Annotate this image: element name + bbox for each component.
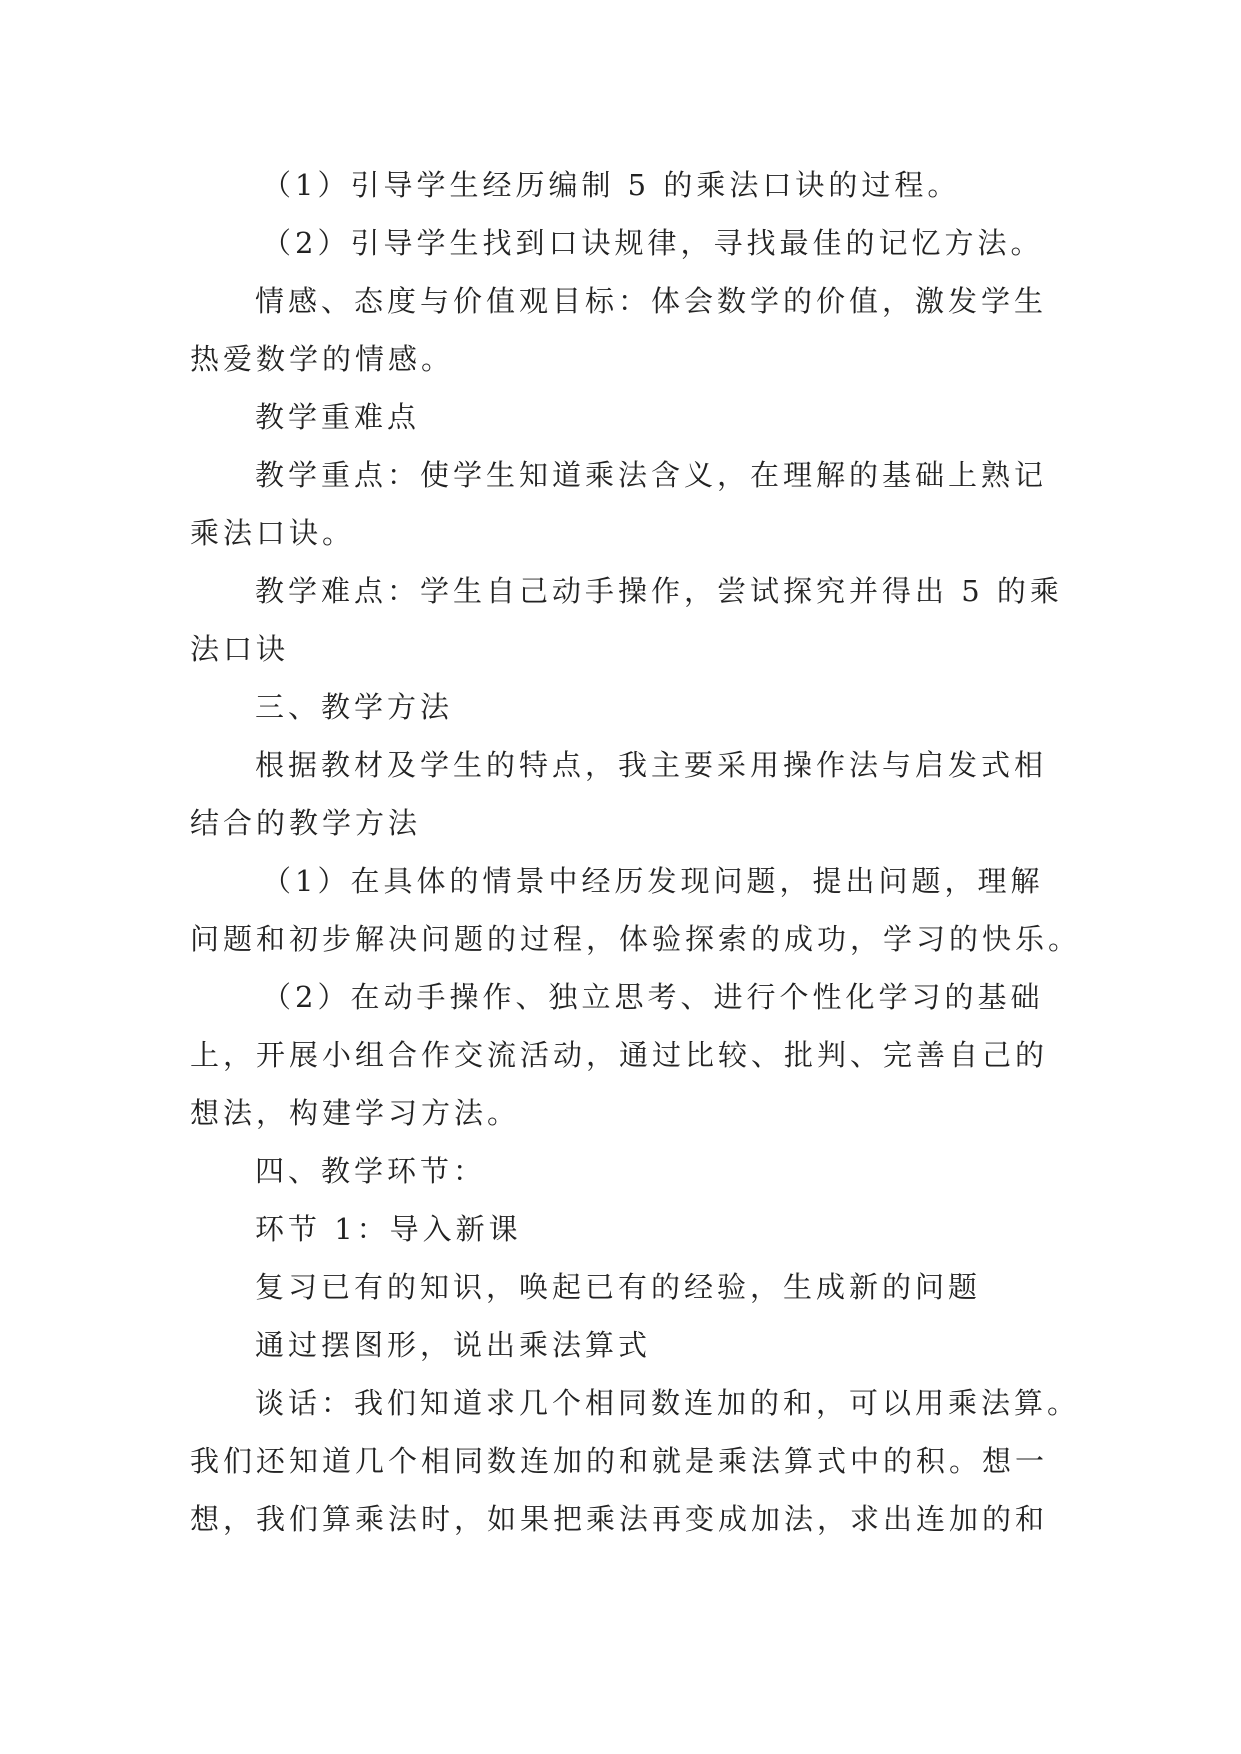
section-heading: 四、教学环节： <box>255 1154 487 1188</box>
text-line: 结合的教学方法 <box>190 806 422 840</box>
subsection-heading: 环节 1：导入新课 <box>255 1212 522 1246</box>
text-line: 想，我们算乘法时，如果把乘法再变成加法，求出连加的和 <box>190 1502 1049 1536</box>
text-line: （2）在动手操作、独立思考、进行个性化学习的基础 <box>262 980 1044 1014</box>
text-line: （1）在具体的情景中经历发现问题，提出问题，理解 <box>262 864 1044 898</box>
text-line: 通过摆图形，说出乘法算式 <box>255 1328 652 1362</box>
text-line: 想法，构建学习方法。 <box>190 1096 521 1130</box>
text-line: （1）引导学生经历编制 5 的乘法口诀的过程。 <box>262 168 961 202</box>
text-line: 法口诀 <box>190 632 290 666</box>
text-line: 热爱数学的情感。 <box>190 342 455 376</box>
text-line: 上，开展小组合作交流活动，通过比较、批判、完善自己的 <box>190 1038 1049 1072</box>
text-line: 谈话：我们知道求几个相同数连加的和，可以用乘法算。 <box>255 1386 1081 1420</box>
text-line: 教学重点：使学生知道乘法含义，在理解的基础上熟记 <box>255 458 1048 492</box>
text-line: （2）引导学生找到口诀规律，寻找最佳的记忆方法。 <box>262 226 1044 260</box>
text-line: 复习已有的知识，唤起已有的经验，生成新的问题 <box>255 1270 982 1304</box>
text-line: 我们还知道几个相同数连加的和就是乘法算式中的积。想一 <box>190 1444 1049 1478</box>
text-line: 教学难点：学生自己动手操作，尝试探究并得出 5 的乘 <box>255 574 1063 608</box>
section-heading: 三、教学方法 <box>255 690 454 724</box>
text-line: 根据教材及学生的特点，我主要采用操作法与启发式相 <box>255 748 1048 782</box>
text-line: 情感、态度与价值观目标：体会数学的价值，激发学生 <box>255 284 1048 318</box>
section-heading: 教学重难点 <box>255 400 421 434</box>
text-line: 问题和初步解决问题的过程，体验探索的成功，学习的快乐。 <box>190 922 1082 956</box>
text-line: 乘法口诀。 <box>190 516 356 550</box>
